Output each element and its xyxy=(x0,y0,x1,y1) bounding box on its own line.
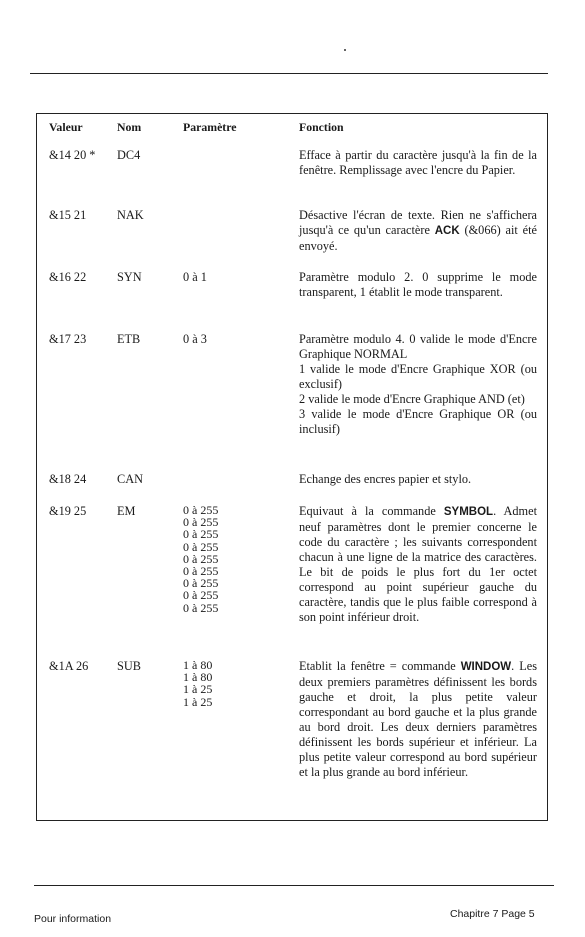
row-name: SYN xyxy=(117,270,142,284)
header-valeur: Valeur xyxy=(49,120,83,134)
parameter-range: 1 à 25 xyxy=(183,682,213,697)
print-speck xyxy=(344,49,346,51)
row-value: &18 24 xyxy=(49,472,87,486)
row-parameters xyxy=(183,659,293,708)
row-function: Efface à partir du caractère jusqu'à la fin de la fenêtre. Remplissage avec l'encre du Papier. xyxy=(299,148,537,177)
function-line: 2 valide le mode d'Encre Graphique AND (et) xyxy=(299,392,525,406)
bottom-rule xyxy=(34,885,554,886)
header-nom: Nom xyxy=(117,120,142,134)
row-function: Echange des encres papier et stylo. xyxy=(299,472,472,486)
row-name: ETB xyxy=(117,332,141,346)
parameter-range: 0 à 255 xyxy=(183,539,219,554)
row-name: CAN xyxy=(117,472,143,486)
header-fonction: Fonction xyxy=(299,120,344,134)
row-function: Etablit la fenêtre = commande WINDOW. Les deux premiers paramètres définissent les bords gauche et droit, la plus petite valeur correspondant au bord gauche et la plus grande au bord droit. Les deux derniers paramètres définissent les bords supérieur et inférieur. La plus petite valeur correspond au bord supérieur et la plus grande au bord inférieur. xyxy=(299,659,538,779)
parameter-range: 0 à 255 xyxy=(183,503,219,517)
row-name: EM xyxy=(117,504,136,518)
parameter-range: 0 à 255 xyxy=(183,551,219,566)
row-parameter: 0 à 3 xyxy=(183,332,207,346)
footer-note: Pour information xyxy=(34,913,112,925)
function-line: 1 valide le mode d'Encre Graphique XOR (ou exclusif) xyxy=(299,362,537,391)
control-codes-table xyxy=(36,113,548,821)
parameter-range: 0 à 255 xyxy=(183,527,219,542)
row-function xyxy=(299,332,537,437)
row-value: &14 20 * xyxy=(49,148,96,162)
row-value: &15 21 xyxy=(49,208,87,222)
row-value: &17 23 xyxy=(49,332,87,346)
parameter-range: 0 à 255 xyxy=(183,600,219,615)
row-name: DC4 xyxy=(117,148,141,162)
parameter-range: 1 à 80 xyxy=(183,670,213,685)
row-parameter: 0 à 1 xyxy=(183,270,207,284)
row-parameters xyxy=(183,504,293,614)
parameter-range: 1 à 25 xyxy=(183,694,213,709)
row-function: Désactive l'écran de texte. Rien ne s'affichera jusqu'à ce qu'un caractère ACK (&066) ait été envoyé. xyxy=(299,208,538,253)
row-value: &16 22 xyxy=(49,270,87,284)
parameter-range: 0 à 255 xyxy=(183,576,219,591)
top-rule xyxy=(30,73,548,74)
parameter-range: 0 à 255 xyxy=(183,515,219,530)
parameter-range: 0 à 255 xyxy=(183,588,219,603)
parameter-range: 0 à 255 xyxy=(183,564,219,579)
header-parametre: Paramètre xyxy=(183,120,237,134)
function-line: Paramètre modulo 4. 0 valide le mode d'Encre Graphique NORMAL xyxy=(299,332,537,361)
function-line: 3 valide le mode d'Encre Graphique OR (ou inclusif) xyxy=(299,407,537,436)
parameter-range: 1 à 80 xyxy=(183,658,213,672)
row-value: &1A 26 xyxy=(49,659,89,673)
row-function: Equivaut à la commande SYMBOL. Admet neuf paramètres dont le premier concerne le code du caractère ; les suivants correspondent chacun à une ligne de la matrice des caractères. Le bit de poids le plus fort du 1er octet correspond au point supérieur gauche du caractère, tandis que le plus faible correspond à son point inférieur droit. xyxy=(299,504,537,624)
page-number: Chapitre 7 Page 5 xyxy=(450,908,535,920)
row-value: &19 25 xyxy=(49,504,87,518)
row-function: Paramètre modulo 2. 0 supprime le mode transparent, 1 établit le mode transparent. xyxy=(299,270,537,299)
row-name: SUB xyxy=(117,659,141,673)
row-name: NAK xyxy=(117,208,144,222)
